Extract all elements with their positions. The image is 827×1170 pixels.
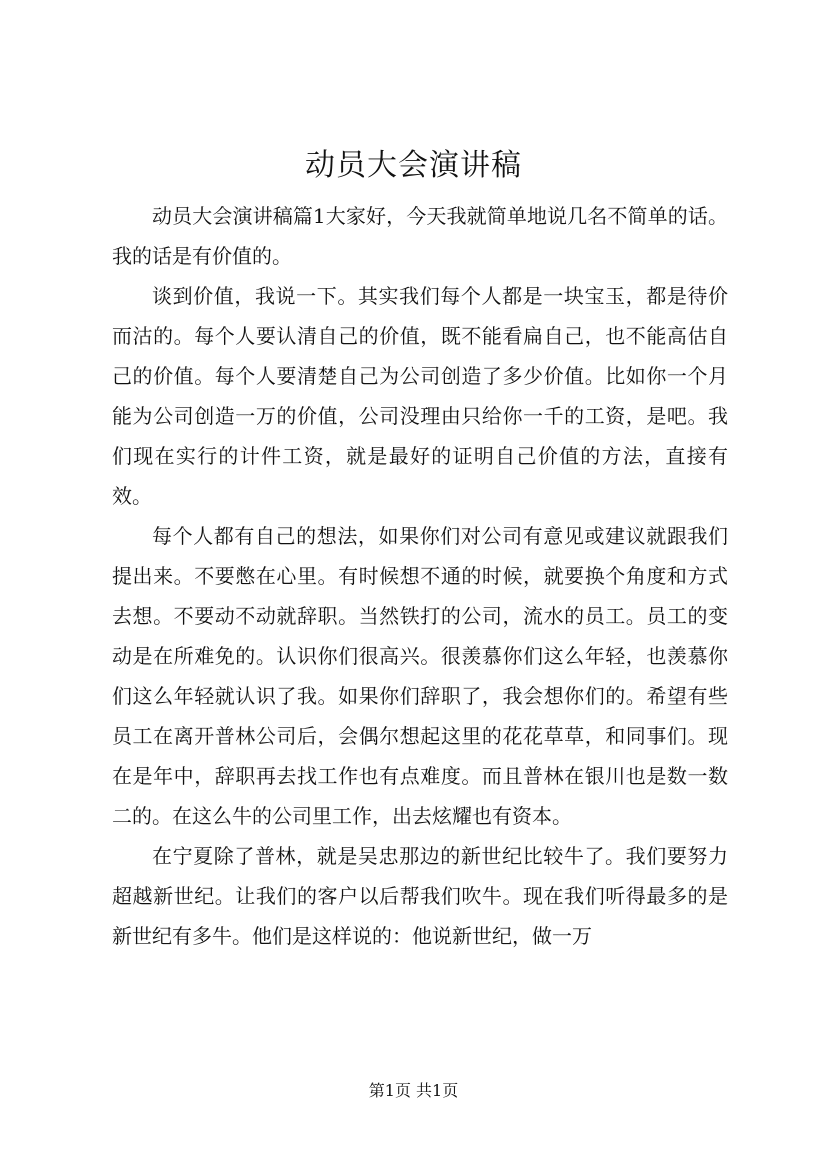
document-body: [112, 196, 728, 956]
paragraph-4: 在宁夏除了普林，就是吴忠那边的新世纪比较牛了。我们要努力超越新世纪。让我们的客户以后帮我们吹牛。现在我们听得最多的是新世纪有多牛。他们是这样说的：他说新世纪，做一万: [112, 844, 728, 948]
paragraph-3: 每个人都有自己的想法，如果你们对公司有意见或建议就跟我们提出来。不要憋在心里。有时候想不通的时候，就要换个角度和方式去想。不要动不动就辞职。当然铁打的公司，流水的员工。员工的变动是在所难免的。认识你们很高兴。很羡慕你们这么年轻，也羡慕你们这么年轻就认识了我。如果你们辞职了，我会想你们的。希望有些员工在离开普林公司后，会偶尔想起这里的花花草草，和同事们。现在是年中，辞职再去找工作也有点难度。而且普林在银川也是数一数二的。在这么牛的公司里工作，出去炫耀也有资本。: [112, 524, 728, 828]
paragraph-1: 动员大会演讲稿篇1大家好，今天我就简单地说几名不简单的话。我的话是有价值的。: [112, 204, 728, 268]
paragraph-2: 谈到价值，我说一下。其实我们每个人都是一块宝玉，都是待价而沽的。每个人要认清自己的价值，既不能看扁自己，也不能高估自己的价值。每个人要清楚自己为公司创造了多少价值。比如你一个月能为公司创造一万的价值，公司没理由只给你一千的工资，是吧。我们现在实行的计件工资，就是最好的证明自己价值的方法，直接有效。: [112, 284, 728, 508]
page-footer: 第1页 共1页: [368, 1081, 459, 1100]
document-title: 动员大会演讲稿: [305, 148, 522, 183]
